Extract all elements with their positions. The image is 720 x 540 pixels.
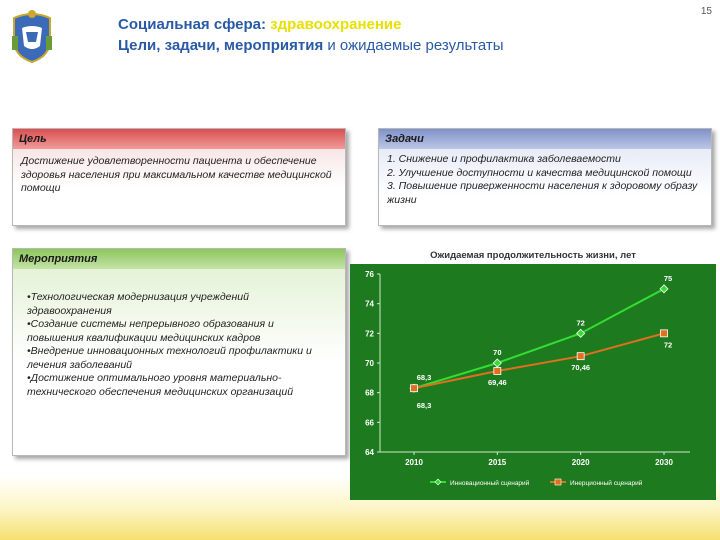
subtitle-bold: Цели, задачи, мероприятия <box>118 37 324 54</box>
y-tick-label: 74 <box>365 299 374 309</box>
page-subtitle <box>118 37 504 54</box>
measures-list <box>13 269 345 405</box>
task-item: 1. Снижение и профилактика заболеваемости <box>387 153 621 165</box>
x-tick-label: 2020 <box>571 458 590 467</box>
inertial-data-point <box>411 385 418 392</box>
title-block <box>118 16 504 54</box>
measures-panel <box>12 248 346 456</box>
goal-text: Достижение удовлетворенности пациента и обеспечение здоровья населения при максимальном качестве медицинской помощи <box>21 155 332 194</box>
y-tick-label: 76 <box>365 270 374 279</box>
inertial-data-point <box>577 353 584 360</box>
title-accent: здравоохранение <box>270 16 402 33</box>
data-label: 72 <box>663 340 673 350</box>
y-tick-label: 68 <box>365 388 374 398</box>
data-label: 70,46 <box>571 363 591 373</box>
data-label: 70 <box>493 348 502 357</box>
task-item: 3. Повышение приверженности населения к здоровому образу жизни <box>387 180 698 206</box>
tasks-heading: Задачи <box>379 129 711 149</box>
x-tick-label: 2010 <box>405 458 423 467</box>
task-item: 2. Улучшение доступности и качества медицинской помощи <box>387 166 692 179</box>
data-label: 75 <box>663 273 673 283</box>
tasks-list <box>379 149 711 213</box>
y-tick-label: 66 <box>365 418 374 428</box>
chart-title: Ожидаемая продолжительность жизни, лет <box>430 250 636 261</box>
legend-entry: Инновационный сценарий <box>450 480 530 487</box>
y-tick-label: 64 <box>365 448 374 457</box>
title-prefix: Социальная сфера: <box>118 16 266 33</box>
data-label: 69,46 <box>487 378 507 388</box>
measure-item: •Создание системы непрерывного образования и повышения квалификации медицинских кадров <box>27 318 274 344</box>
measure-item: •Достижение оптимального уровня материально-технического обеспечения медицинских организаций <box>27 372 294 398</box>
coat-of-arms-icon <box>8 6 56 64</box>
page-number: 15 <box>700 6 712 17</box>
legend-marker <box>555 479 561 485</box>
data-label: 68,3 <box>416 401 432 411</box>
measure-item: •Технологическая модернизация учреждений здравоохранения <box>27 291 249 317</box>
page-title <box>118 16 504 33</box>
measure-item: •Внедрение инновационных технологий профилактики и лечения заболеваний <box>27 345 312 371</box>
y-tick-label: 70 <box>365 359 374 368</box>
goal-heading: Цель <box>13 129 345 149</box>
life-expectancy-chart <box>350 246 716 500</box>
chart-canvas <box>350 264 716 500</box>
inertial-data-point <box>661 330 668 337</box>
measures-heading: Мероприятия <box>13 249 345 269</box>
y-tick-label: 72 <box>365 329 374 339</box>
x-tick-label: 2030 <box>655 458 673 467</box>
tasks-panel <box>378 128 712 226</box>
goal-panel <box>12 128 346 226</box>
inertial-data-point <box>494 368 501 375</box>
data-label: 72 <box>576 318 585 328</box>
x-tick-label: 2015 <box>488 458 507 467</box>
data-label: 68,3 <box>416 373 432 383</box>
subtitle-light: и ожидаемые результаты <box>327 37 504 54</box>
legend-entry: Инерционный сценарий <box>570 480 643 487</box>
